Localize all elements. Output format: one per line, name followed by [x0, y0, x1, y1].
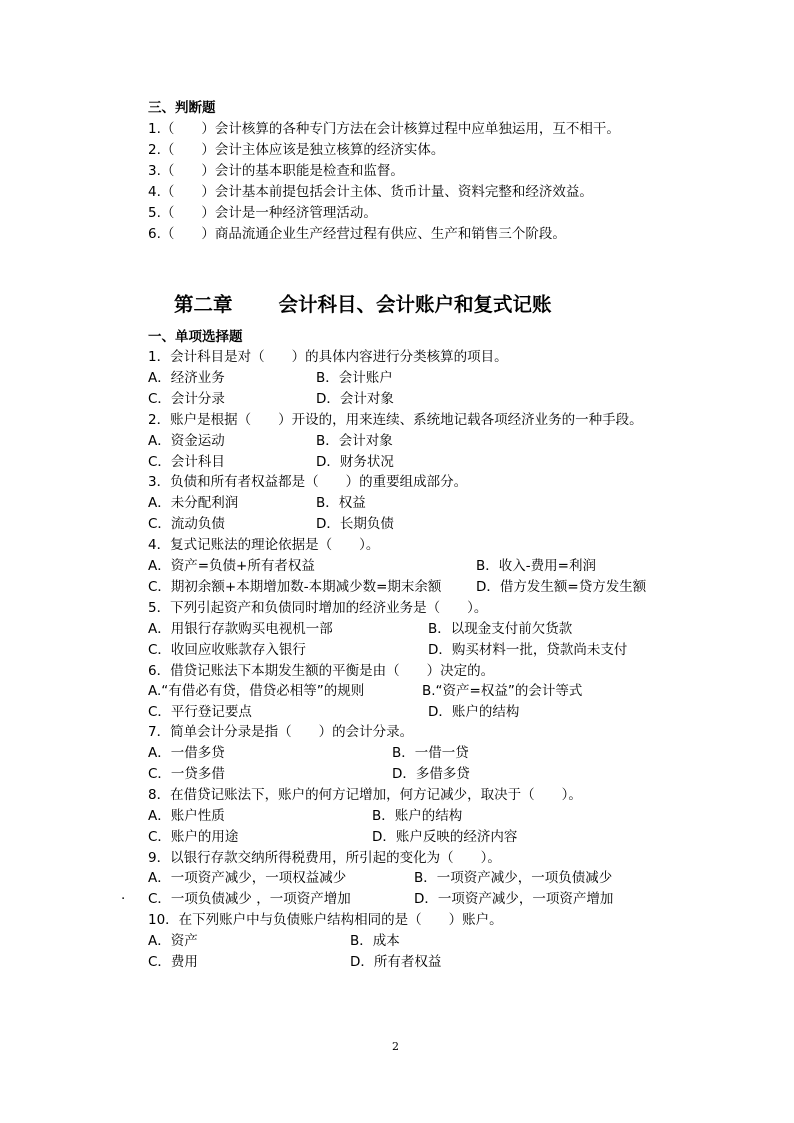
option-10d: D．所有者权益 [350, 954, 442, 970]
judgement-item-4: 4.（ ）会计基本前提包括会计主体、货币计量、资料完整和经济效益。 [148, 184, 593, 200]
option-5b: B．以现金支付前欠货款 [428, 621, 573, 637]
option-3d: D．长期负债 [316, 516, 394, 532]
option-7d: D．多借多贷 [392, 766, 470, 782]
question-stem-6: 6．借贷记账法下本期发生额的平衡是由（ ）决定的。 [148, 663, 495, 679]
option-7b: B．一借一贷 [392, 745, 469, 761]
option-4c: C．期初余额+本期增加数-本期减少数=期末余额 [148, 579, 442, 595]
question-stem-7: 7．简单会计分录是指（ ）的会计分录。 [148, 724, 414, 740]
option-10b: B．成本 [350, 933, 400, 949]
question-stem-8: 8．在借贷记账法下，账户的何方记增加，何方记减少，取决于（ ）。 [148, 787, 582, 803]
question-stem-1: 1．会计科目是对（ ）的具体内容进行分类核算的项目。 [148, 349, 508, 365]
chapter-title [174, 291, 552, 319]
option-2b: B．会计对象 [316, 433, 393, 449]
option-3c: C．流动负债 [148, 516, 225, 532]
option-4b: B．收入-费用=利润 [476, 558, 596, 574]
option-8d: D．账户反映的经济内容 [372, 829, 518, 845]
option-9c: C．一项负债减少 ，一项资产增加 [148, 891, 351, 907]
option-2a: A．资金运动 [148, 433, 225, 449]
judgement-item-5: 5.（ ）会计是一种经济管理活动。 [148, 205, 377, 221]
section-heading-single-choice: 一、单项选择题 [148, 329, 243, 345]
option-6a: A.“有借必有贷，借贷必相等”的规则 [148, 683, 365, 699]
option-6c: C．平行登记要点 [148, 704, 252, 720]
option-5a: A．用银行存款购买电视机一部 [148, 621, 333, 637]
judgement-item-1: 1.（ ）会计核算的各种专门方法在会计核算过程中应单独运用，互不相干。 [148, 121, 620, 137]
option-1a: A．经济业务 [148, 370, 225, 386]
option-7a: A．一借多贷 [148, 745, 225, 761]
question-stem-5: 5．下列引起资产和负债同时增加的经济业务是（ ）。 [148, 600, 488, 616]
option-6d: D．账户的结构 [428, 704, 520, 720]
option-8b: B．账户的结构 [372, 808, 463, 824]
option-1c: C．会计分录 [148, 391, 225, 407]
option-5c: C．收回应收账款存入银行 [148, 642, 306, 658]
question-stem-2: 2．账户是根据（ ）开设的，用来连续、系统地记载各项经济业务的一种手段。 [148, 412, 643, 428]
option-3b: B．权益 [316, 495, 366, 511]
option-10a: A．资产 [148, 933, 198, 949]
option-6b: B.“资产=权益”的会计等式 [422, 683, 583, 699]
option-10c: C．费用 [148, 954, 198, 970]
question-stem-4: 4．复式记账法的理论依据是（ ）。 [148, 537, 380, 553]
judgement-item-3: 3.（ ）会计的基本职能是检查和监督。 [148, 163, 404, 179]
option-8c: C．账户的用途 [148, 829, 239, 845]
option-4d: D．借方发生额=贷方发生额 [476, 579, 647, 595]
question-stem-9: 9．以银行存款交纳所得税费用，所引起的变化为（ ）。 [148, 850, 501, 866]
option-1b: B．会计账户 [316, 370, 393, 386]
option-2c: C．会计科目 [148, 454, 225, 470]
chapter-number: 第二章 [174, 293, 233, 316]
question-stem-10: 10．在下列账户中与负债账户结构相同的是（ ）账户。 [148, 912, 503, 928]
option-9a: A．一项资产减少，一项权益减少 [148, 870, 347, 886]
option-5d: D．购买材料一批，贷款尚未支付 [428, 642, 628, 658]
judgement-item-6: 6.（ ）商品流通企业生产经营过程有供应、生产和销售三个阶段。 [148, 226, 566, 242]
option-3a: A．未分配利润 [148, 495, 239, 511]
option-4a: A．资产=负债+所有者权益 [148, 558, 315, 574]
option-9d: D．一项资产减少，一项资产增加 [414, 891, 614, 907]
option-9b: B．一项资产减少，一项负债减少 [414, 870, 613, 886]
section-heading-judgement: 三、判断题 [148, 100, 216, 116]
option-7c: C．一贷多借 [148, 766, 225, 782]
question-stem-3: 3．负债和所有者权益都是（ ）的重要组成部分。 [148, 474, 468, 490]
judgement-item-2: 2.（ ）会计主体应该是独立核算的经济实体。 [148, 142, 445, 158]
option-1d: D．会计对象 [316, 391, 394, 407]
option-8a: A．账户性质 [148, 808, 225, 824]
option-2d: D．财务状况 [316, 454, 394, 470]
stray-mark: . [121, 887, 126, 903]
chapter-name: 会计科目、会计账户和复式记账 [278, 293, 552, 316]
page-number: 2 [392, 1040, 399, 1053]
